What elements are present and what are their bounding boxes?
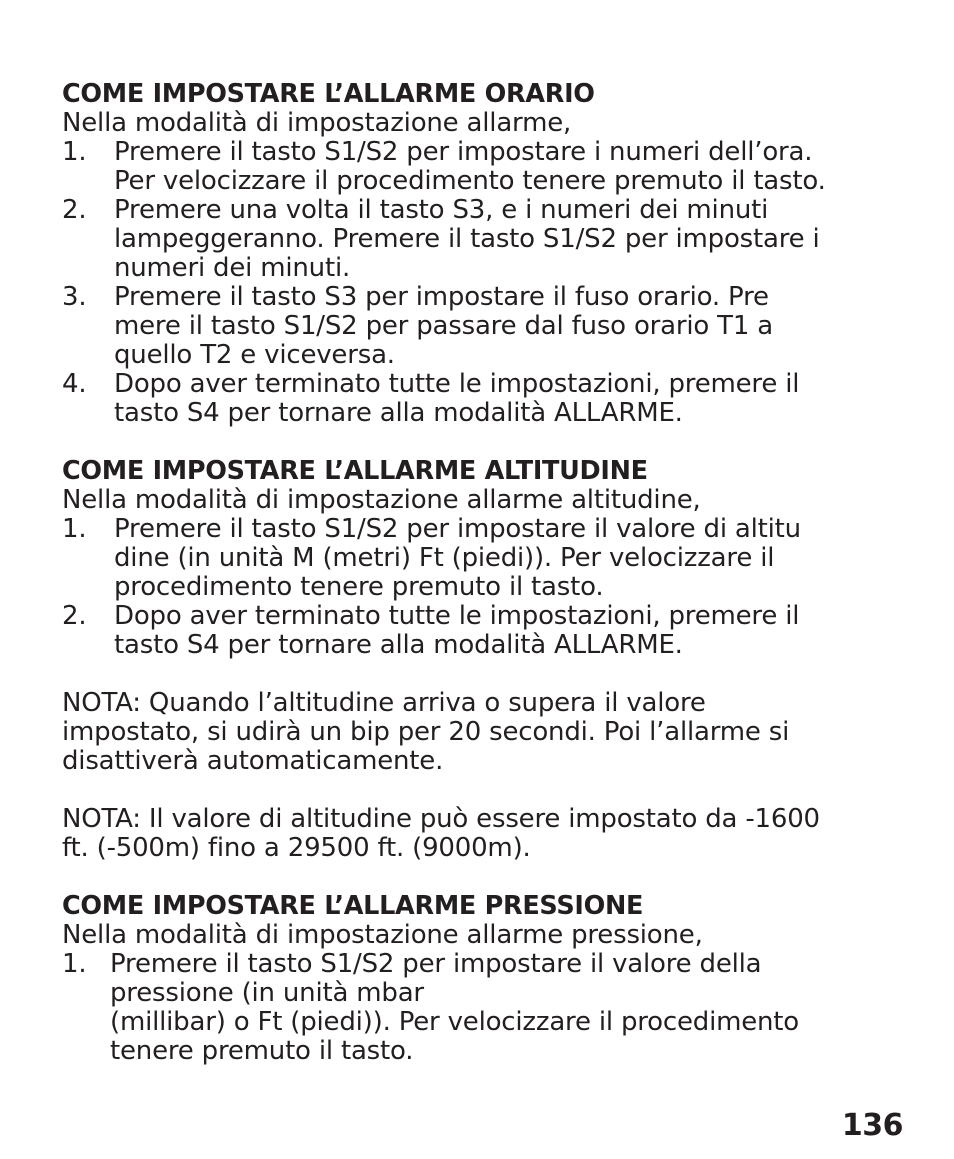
item-line: Premere una volta il tasto S3, e i numeri dei minuti bbox=[114, 195, 769, 225]
item-line: lampeggeranno. Premere il tasto S1/S2 per impostare i bbox=[114, 224, 820, 254]
item-line: Dopo aver terminato tutte le impostazioni, premere il bbox=[114, 601, 800, 631]
item-line: Per velocizzare il procedimento tenere premuto il tasto. bbox=[114, 166, 826, 196]
section-intro: Nella modalità di impostazione allarme altitudine, bbox=[62, 485, 701, 515]
list-item bbox=[62, 283, 902, 370]
item-line: Premere il tasto S1/S2 per impostare i numeri dell’ora. bbox=[114, 137, 813, 167]
note-line: NOTA: Il valore di altitudine può essere impostato da -1600 bbox=[62, 804, 820, 834]
note-altitude-range bbox=[62, 805, 902, 863]
list-item bbox=[62, 370, 902, 428]
item-line: Premere il tasto S3 per impostare il fuso orario. Pre bbox=[114, 282, 769, 312]
item-number: 2. bbox=[62, 601, 87, 631]
list-item bbox=[62, 196, 902, 283]
item-line: dine (in unità M (metri) Ft (piedi)). Per velocizzare il bbox=[114, 543, 775, 573]
item-number: 1. bbox=[62, 949, 87, 979]
section-allarme-orario bbox=[62, 80, 902, 428]
item-number: 1. bbox=[62, 137, 87, 167]
section-heading: COME IMPOSTARE L’ALLARME ALTITUDINE bbox=[62, 456, 648, 486]
item-line: mere il tasto S1/S2 per passare dal fuso orario T1 a bbox=[114, 311, 773, 341]
item-number: 4. bbox=[62, 369, 87, 399]
section-heading: COME IMPOSTARE L’ALLARME PRESSIONE bbox=[62, 891, 644, 921]
item-number: 1. bbox=[62, 514, 87, 544]
item-line: tasto S4 per tornare alla modalità ALLARME. bbox=[114, 630, 683, 660]
item-line: Premere il tasto S1/S2 per impostare il valore della bbox=[110, 949, 762, 979]
section-allarme-altitudine bbox=[62, 457, 902, 660]
page-number: 136 bbox=[841, 1108, 903, 1143]
note-line: disattiverà automaticamente. bbox=[62, 746, 444, 776]
section-intro: Nella modalità di impostazione allarme pressione, bbox=[62, 920, 703, 950]
list-item bbox=[62, 950, 902, 1066]
item-line: procedimento tenere premuto il tasto. bbox=[114, 572, 604, 602]
item-line: pressione (in unità mbar bbox=[110, 978, 424, 1008]
section-heading: COME IMPOSTARE L’ALLARME ORARIO bbox=[62, 79, 595, 109]
note-line: ft. (-500m) fino a 29500 ft. (9000m). bbox=[62, 833, 531, 863]
item-line: Premere il tasto S1/S2 per impostare il valore di altitu bbox=[114, 514, 801, 544]
item-line: tenere premuto il tasto. bbox=[110, 1036, 414, 1066]
note-line: impostato, si udirà un bip per 20 secondi. Poi l’allarme si bbox=[62, 717, 790, 747]
list-item bbox=[62, 138, 902, 196]
item-line: tasto S4 per tornare alla modalità ALLARME. bbox=[114, 398, 683, 428]
section-allarme-pressione bbox=[62, 892, 902, 1066]
list-item bbox=[62, 602, 902, 660]
item-line: Dopo aver terminato tutte le impostazioni, premere il bbox=[114, 369, 800, 399]
list-item bbox=[62, 515, 902, 602]
note-line: NOTA: Quando l’altitudine arriva o supera il valore bbox=[62, 688, 706, 718]
item-line: numeri dei minuti. bbox=[114, 253, 351, 283]
item-number: 2. bbox=[62, 195, 87, 225]
item-line: quello T2 e viceversa. bbox=[114, 340, 395, 370]
section-intro: Nella modalità di impostazione allarme, bbox=[62, 108, 572, 138]
item-line: (millibar) o Ft (piedi)). Per velocizzare il procedimento bbox=[110, 1007, 800, 1037]
item-number: 3. bbox=[62, 282, 87, 312]
note-altitude-alarm bbox=[62, 689, 902, 776]
manual-page bbox=[62, 78, 902, 1095]
